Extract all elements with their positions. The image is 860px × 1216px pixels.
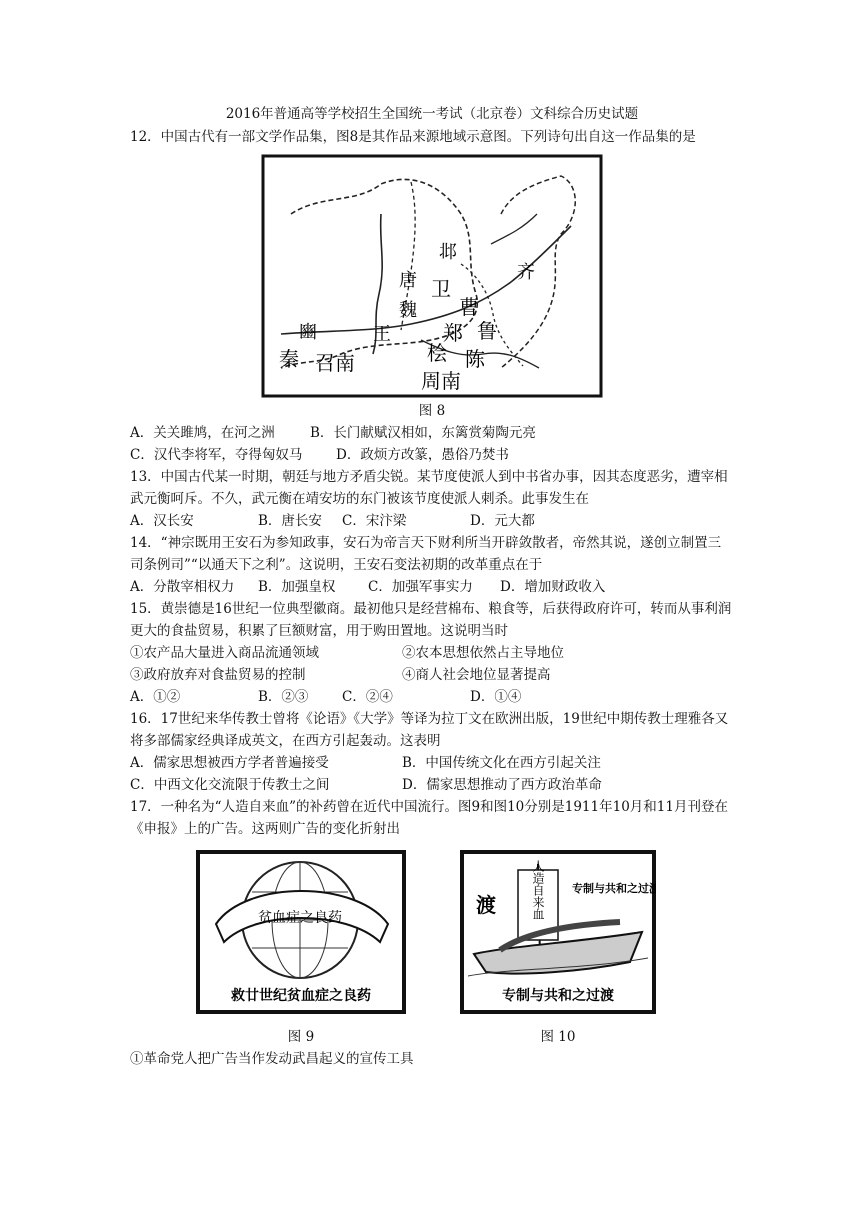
map-svg	[261, 154, 603, 398]
q15-statement-2: ②农本思想依然占主导地位	[402, 645, 564, 661]
map-label-bei: 邶	[439, 242, 457, 263]
map-label-bin: 豳	[299, 322, 317, 343]
q12-options-row1	[130, 422, 734, 444]
q12-option-b: B．长门献赋汉相如，东篱赏菊陶元亮	[310, 425, 536, 441]
q17-figures	[130, 850, 734, 1048]
q16-option-b: B．中国传统文化在西方引起关注	[402, 755, 601, 771]
figure-9-arc-text: 贫血症之良药	[258, 910, 342, 926]
map-label-lu: 鲁	[477, 319, 497, 343]
map-label-qin: 秦	[279, 347, 299, 371]
q16-stem: 16．17世纪来华传教士曾将《论语》《大学》等译为拉丁文在欧洲出版，19世纪中期传教士理雅各又将多部儒家经典译成英文，在西方引起轰动。这表明	[130, 711, 729, 749]
q16-option-a: A．儒家思想被西方学者普遍接受	[130, 755, 329, 771]
q14-option-c: C．加强军事实力	[368, 579, 473, 595]
figure-10-banner: 专制与共和之过渡	[502, 988, 614, 1004]
figure-10-caption: 图 10	[540, 1029, 576, 1045]
figure-9-banner: 救廿世纪贫血症之良药	[231, 988, 371, 1004]
map-label-gui: 桧	[427, 341, 447, 365]
q12-option-d: D．政烦方改篆，愚俗乃焚书	[336, 447, 509, 463]
q16-options-row2	[130, 774, 734, 796]
q15-statement-1: ①农产品大量进入商品流通领域	[130, 645, 319, 661]
q12-options-row2	[130, 444, 734, 466]
q14-option-b: B．加强皇权	[258, 579, 336, 595]
figure-8-map	[261, 154, 603, 398]
figure-8-caption: 图 8	[418, 403, 446, 419]
q15-statement-3: ③政府放弃对食盐贸易的控制	[130, 667, 306, 683]
map-label-qi: 齐	[517, 262, 535, 283]
exam-title: 2016年普通高等学校招生全国统一考试（北京卷）文科综合历史试题	[225, 106, 639, 122]
figure-10-left-char: 渡	[476, 893, 496, 917]
map-label-cao: 曹	[459, 295, 479, 319]
map-label-chen: 陈	[465, 347, 485, 371]
figure-9-ad	[196, 850, 406, 1014]
q14-options	[130, 576, 734, 598]
q12-stem: 12．中国古代有一部文学作品集，图8是其作品来源地域示意图。下列诗句出自这一作品集的是	[130, 129, 696, 145]
figure-9	[196, 850, 406, 1048]
q14-option-d: D．增加财政收入	[500, 579, 606, 595]
q15-option-b: B．②③	[258, 689, 309, 705]
map-label-wei2: 魏	[399, 300, 417, 321]
q15-option-d: D．①④	[470, 689, 522, 705]
map-label-wei: 卫	[431, 277, 451, 301]
figure-10-sail-text: 人造自来血	[531, 860, 545, 920]
q16-options-row1	[130, 752, 734, 774]
q12-option-c: C．汉代李将军，夺得匈奴马	[130, 447, 303, 463]
q15-option-a: A．①②	[130, 689, 181, 705]
q12-option-a: A．关关雎鸠，在河之洲	[130, 425, 275, 441]
exam-document	[130, 104, 734, 1070]
q15-option-c: C．②④	[342, 689, 393, 705]
q15-options	[130, 686, 734, 708]
figure-10-top-text: 专制与共和之过渡	[572, 882, 656, 895]
q15-statement-4: ④商人社会地位显著提高	[402, 667, 551, 683]
map-label-zhaonan: 召南	[315, 351, 355, 375]
q13-option-b: B．唐长安	[258, 513, 322, 529]
q16-option-d: D．儒家思想推动了西方政治革命	[402, 777, 602, 793]
q14-option-a: A．分散宰相权力	[130, 579, 235, 595]
q15-stem: 15．黄崇德是16世纪一位典型徽商。最初他只是经营棉布、粮食等，后获得政府许可，转而从事利润更大的食盐贸易，积累了巨额财富，用于购田置地。这说明当时	[130, 601, 732, 639]
figure-9-caption: 图 9	[287, 1029, 315, 1045]
q15-statements-row1	[130, 642, 734, 664]
q15-statements-row2	[130, 664, 734, 686]
q17-statement-1: ①革命党人把广告当作发动武昌起义的宣传工具	[130, 1051, 414, 1067]
q13-option-a: A．汉长安	[130, 513, 194, 529]
map-label-zhounan: 周南	[421, 369, 461, 393]
q13-option-d: D．元大都	[470, 513, 535, 529]
figure-10	[460, 850, 656, 1048]
q17-stem: 17．一种名为“人造自来血”的补药曾在近代中国流行。图9和图10分别是1911年10月和11月刊登在《申报》上的广告。这两则广告的变化折射出	[130, 799, 728, 837]
figure-10-ad	[460, 850, 656, 1014]
q13-stem: 13．中国古代某一时期，朝廷与地方矛盾尖锐。某节度使派人到中书省办事，因其态度恶劣，遭宰相武元衡呵斥。不久，武元衡在靖安坊的东门被该节度使派人刺杀。此事发生在	[130, 469, 728, 507]
map-label-zheng: 郑	[443, 321, 463, 345]
q14-stem: 14．“神宗既用王安石为参知政事，安石为帝言天下财利所当开辟敛散者，帝然其说，遂创立制置三司条例司”“以通天下之利”。这说明，王安石变法初期的改革重点在于	[130, 535, 722, 573]
map-label-tang: 唐	[399, 270, 417, 291]
q16-option-c: C．中西文化交流限于传教士之间	[130, 777, 330, 793]
q13-options	[130, 510, 734, 532]
q13-option-c: C．宋汴梁	[342, 513, 407, 529]
map-label-wang: 王	[373, 324, 391, 345]
